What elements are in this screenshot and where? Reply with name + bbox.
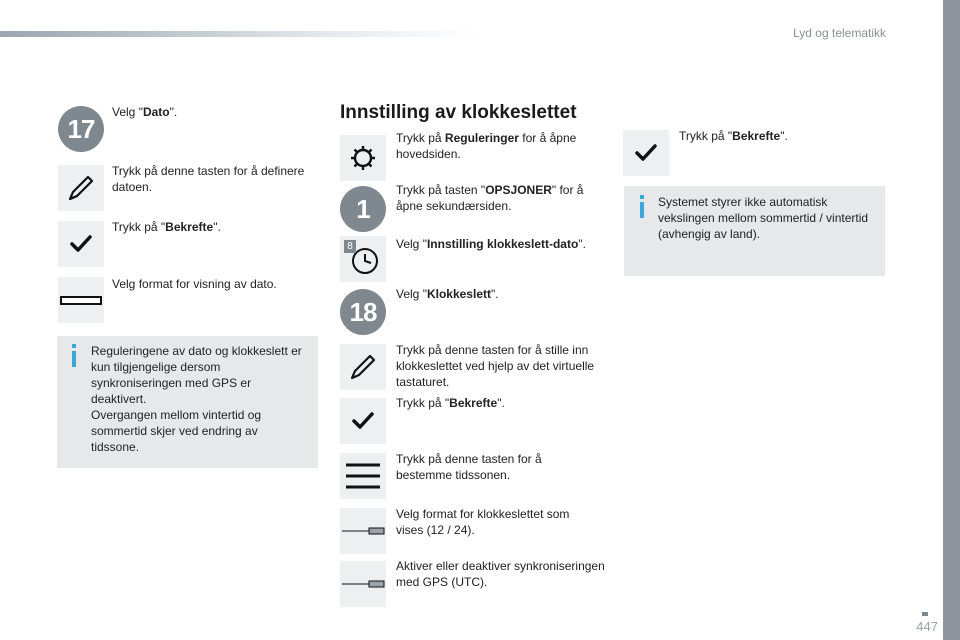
confirm-text: Trykk på "Bekrefte".	[112, 220, 221, 234]
step-date-settings-text: Velg "Innstilling klokkeslett-dato".	[396, 237, 586, 251]
info-note-right	[624, 186, 885, 276]
info-note	[57, 336, 318, 468]
format-bar-icon	[58, 277, 104, 323]
step-17-text: Velg "Dato".	[112, 105, 178, 119]
step-timezone-text: Trykk på denne tasten for å bestemme tidssonen.	[396, 452, 542, 482]
note-text-right: Systemet styrer ikke automatisk vekslingen mellom sommertid / vintertid (avhengig av land).	[658, 195, 869, 241]
info-icon	[640, 195, 644, 199]
gear-icon	[340, 135, 386, 181]
check-icon	[340, 398, 386, 444]
step-time-text: Velg "Klokkeslett".	[396, 287, 499, 301]
side-tab	[943, 0, 960, 640]
pen-icon	[58, 165, 104, 211]
section-title: Lyd og telematikk	[793, 26, 886, 40]
menu-icon	[340, 453, 386, 499]
page-number: 447	[916, 619, 938, 634]
clock-icon	[340, 236, 386, 282]
step-17-badge: 17	[58, 106, 104, 152]
pen-text: Trykk på denne tasten for å definere datoen.	[112, 164, 305, 194]
info-icon	[72, 344, 76, 348]
step-keyboard-text: Trykk på denne tasten for å stille inn klokkeslettet ved hjelp av det virtuelle tastaturet.	[396, 343, 595, 389]
check-icon	[58, 221, 104, 267]
step-confirm-text: Trykk på "Bekrefte".	[396, 396, 505, 410]
right-confirm-text: Trykk på "Bekrefte".	[679, 129, 788, 143]
pen-icon	[340, 344, 386, 390]
step-settings-text: Trykk på Reguleringer for å åpne hovedsiden.	[396, 131, 577, 161]
footer-marker	[922, 612, 928, 616]
step-format-text: Velg format for klokkeslettet som vises (12 / 24).	[396, 507, 570, 537]
step-options-text: Trykk på tasten "OPSJONER" for å åpne sekundærsiden.	[396, 183, 584, 213]
step-gps-text: Aktiver eller deaktiver synkroniseringen med GPS (UTC).	[396, 559, 605, 589]
section-heading: Innstilling av klokkeslettet	[340, 102, 577, 123]
step-18-badge: 18	[340, 289, 386, 335]
toggle-icon	[340, 508, 386, 554]
header-bar	[0, 31, 480, 37]
note-text: Reguleringene av dato og klokkeslett er kun tilgjengelige dersom synkroniseringen med GPS er deaktivert. Overgangen mellom vintertid og sommertid skjer ved endring av tidssone.	[91, 344, 302, 454]
format-text: Velg format for visning av dato.	[112, 277, 277, 291]
check-icon	[623, 130, 669, 176]
toggle-icon	[340, 561, 386, 607]
step-1-badge: 1	[340, 186, 386, 232]
clock-badge: 8	[344, 240, 356, 253]
